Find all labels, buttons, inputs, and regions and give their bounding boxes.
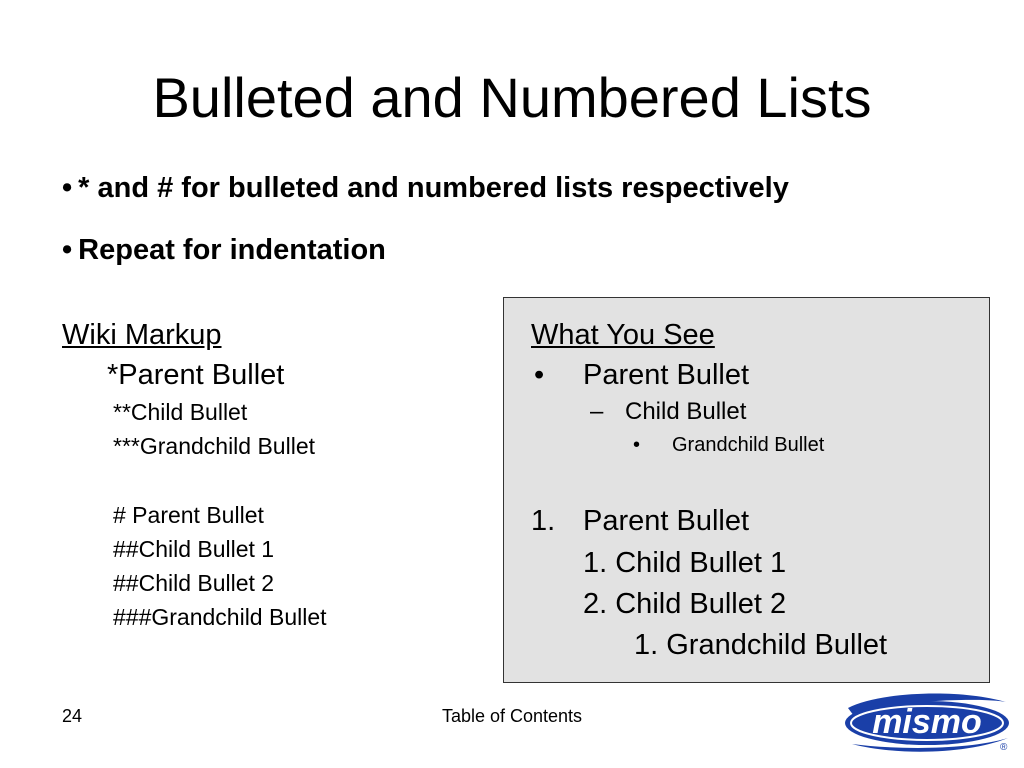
see-bullet-marker-parent: •: [534, 359, 545, 391]
wiki-line-parent-bullet: *Parent Bullet: [107, 359, 285, 391]
slide-title: Bulleted and Numbered Lists: [152, 66, 872, 129]
wiki-line-numbered-child-1: ##Child Bullet 1: [113, 536, 275, 562]
slide-bullet-1: [62, 170, 789, 206]
bullet-marker: •: [62, 172, 73, 204]
logo-wordmark: mismo: [872, 703, 982, 741]
what-you-see-heading: What You See: [531, 319, 715, 351]
mismo-logo: [838, 686, 1016, 756]
bullet-marker: •: [62, 234, 73, 266]
wiki-line-child-bullet: **Child Bullet: [113, 399, 248, 425]
wiki-line-grandchild-bullet: ***Grandchild Bullet: [113, 433, 316, 459]
see-number-grandchild: 1. Grandchild Bullet: [634, 629, 888, 661]
see-bullet-grandchild: Grandchild Bullet: [672, 434, 825, 456]
registered-mark: ®: [1000, 742, 1008, 753]
wiki-line-numbered-child-2: ##Child Bullet 2: [113, 570, 275, 596]
what-you-see-panel: [503, 297, 990, 683]
see-bullet-parent: Parent Bullet: [583, 359, 750, 391]
see-number-parent: Parent Bullet: [583, 505, 750, 537]
see-bullet-marker-child: –: [590, 398, 604, 425]
see-number-marker-parent: 1.: [531, 505, 556, 537]
wiki-line-numbered-grandchild: ###Grandchild Bullet: [113, 604, 327, 630]
wiki-line-numbered-parent: # Parent Bullet: [113, 502, 264, 528]
slide-bullet-2: [62, 232, 386, 268]
see-number-child-2: 2. Child Bullet 2: [583, 588, 787, 620]
bullet-text: Repeat for indentation: [78, 234, 386, 266]
slide-page-number: 24: [62, 706, 83, 726]
footer-table-of-contents: Table of Contents: [441, 706, 583, 726]
see-bullet-child: Child Bullet: [625, 398, 747, 425]
mismo-logo-graphic: [838, 686, 1016, 756]
see-bullet-marker-grandchild: •: [633, 434, 641, 456]
bullet-text: * and # for bulleted and numbered lists respectively: [78, 172, 789, 204]
wiki-markup-heading: Wiki Markup: [62, 319, 222, 351]
see-number-child-1: 1. Child Bullet 1: [583, 547, 787, 579]
